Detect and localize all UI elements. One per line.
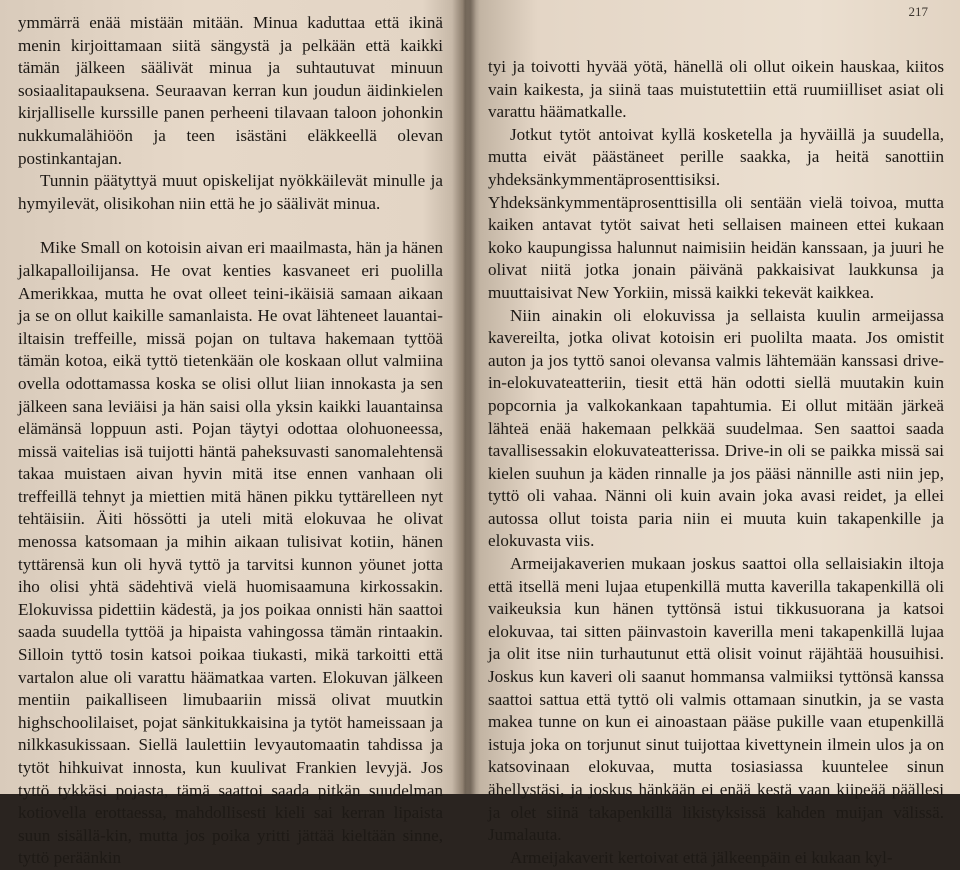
left-page <box>0 0 462 868</box>
paragraph: Jotkut tytöt antoivat kyllä kosketella ja hyväillä ja suudella, mutta eivät päästäneet perille saakka, ja heitä sanottiin yhdeksänkymmentäprosenttisiksi. Yhdeksänkymmentäprosenttisilla oli sentään vielä toivoa, mutta kaiken antavat tytöt saivat heti sellaisen maineen ettei kukaan koko kaupungissa halunnut naimisiin heidän kanssaan, ja juuri he olivat niitä jotka jonain päivänä pakkaisivat laukkunsa ja muuttaisivat New Yorkiin, missä kaikki tekevät kaikkea. <box>488 124 944 302</box>
paragraph: Tunnin päätyttyä muut opiskelijat nyökkäilevät minulle ja hymyilevät, olisikohan niin että he jo säälivät minua. <box>18 171 443 213</box>
right-page <box>470 0 960 867</box>
paragraph: Niin ainakin oli elokuvissa ja sellaista kuulin armeijassa kavereilta, jotka olivat kotoisin eri puolilta maata. Jos omistit auton ja jos tyttö sanoi olevansa valmis lähtemään kanssasi drive-in-elokuvateatteriin, tiesit että hän odotti siellä muutakin kuin popcornia ja valkokankaan tapahtumia. Ei ollut mitään järkeä lähteä enää hakemaan pelkkää suudelmaa. Sen saattoi saada tavallisessakin elokuvateatterissa. Drive-in oli se paikka missä sai kielen suuhun ja käden rinnalle ja jos pääsi nännille asti niin jep, tyttö oli vahaa. Nänni oli kuin avain joka avasi reidet, ja ellei autossa ollut toista paria niin ei muuta kuin takapenkille ja elokuvasta viis. <box>488 305 944 551</box>
right-page-text <box>488 56 944 869</box>
left-page-text <box>18 12 443 870</box>
paragraph: Armeijakaverit kertoivat että jälkeenpäin ei kukaan kyl- <box>510 847 893 867</box>
paragraph: Armeijakaverien mukaan joskus saattoi olla sellaisiakin iltoja että itsellä meni lujaa etupenkillä mutta kaverilla takapenkillä oli vaikeuksia kun hänen tyttönsä istui tikkusuorana ja katsoi elokuvaa, tai sitten päinvastoin kaverilla meni takapenkillä lujaa ja olit itse niin turhautunut että olisit voinut räjähtää housuihisi. Joskus kun kaveri oli saanut hommansa valmiiksi tyttönsä kanssa saattoi sattua että tyttö oli valmis ottamaan sinutkin, ja se vasta makea tunne on kun ei ainoastaan pääse pukille vaan etupenkillä istuja joka on torjunut sinut tuijottaa kivettynein ilmein ulos ja on katsovinaan elokuvaa, mutta tosiasiassa kuuntelee sinun ähellystäsi, ja joskus hänkään ei enää kestä vaan kiipeää päällesi ja olet siinä takapenkillä likistyksissä kahden muijan välissä. Jumalauta. <box>488 554 944 845</box>
paragraph: ymmärrä enää mistään mitään. Minua kaduttaa että ikinä menin kirjoittamaan siitä sängystä ja pelkään että kaikki tämän jälkeen säälivät minua ja suhtautuvat minuun sosiaalitapauksena. Seuraavan kerran kun joudun äidinkielen kirjalliselle kurssille panen perheeni tilavaan taloon johonkin nukkumalähiöön ja teen isästäni eläkkeellä olevan postinkantajan. <box>18 13 443 168</box>
paragraph: Mike Small on kotoisin aivan eri maailmasta, hän ja hänen jalkapalloilijansa. He ovat kenties kasvaneet eri puolilla Amerikkaa, mutta he ovat olleet teini-ikäisiä samaan aikaan ja se on ollut kaikille samanlaista. He ovat lähteneet lauantai-iltaisin treffeille, missä pojan on tultava hakemaan tyttöä tämän kotoa, eikä tyttö tietenkään ole koskaan ollut valmiina ovella odottamassa koska se olisi ollut liian innokasta ja sen jälkeen sana leviäisi ja hän saisi olla yksin kaikki lauantainsa elämänsä loppuun asti. Pojan täytyi odottaa olohuoneessa, missä vaitelias isä tuijotti häntä paheksuvasti sanomalehtensä takaa muistaen aivan hyvin mitä itse ennen vanhaan oli treffeillä tehnyt ja miettien mitä hänen pikku tyttärelleen nyt tehtäisiin. Äiti hössötti ja uteli mitä elokuvaa he olivat menossa katsomaan ja mihin aikaan tulisivat kotiin, hänen tyttärensä kun oli hyvä tyttö ja tarvitsi kunnon yöunet jotta iho olisi yhtä sädehtivä vielä huomisaamuna kirkossakin. Elokuvissa pidettiin kädestä, ja jos poikaa onnisti hän saattoi saada suudella tyttöä ja hipaista vahingossa tämän rintaakin. Silloin tyttö tosin katsoi poikaa tiukasti, mikä tarkoitti että vartalon alue oli varattu häämatkaa varten. Elokuvan jälkeen mentiin paikalliseen limubaariin missä olivat muutkin highschoolilaiset, pojat sänkitukkaisina ja tytöt hameissaan ja nilkkasukissaan. Siellä laulettiin levyautomaatin tahdissa ja tytöt hihkuivat innosta, kun kuulivat Frankien levyjä. Jos tyttö tykkäsi pojasta, tämä saattoi saada pitkän suudelman kotiovella erottaessa, mahdollisesti kieli sai kerran lipaista suun sisällä-kin, mutta jos poika yritti jättää kieltään sinne, tyttö peräänkin <box>18 238 443 868</box>
paragraph: tyi ja toivotti hyvää yötä, hänellä oli ollut oikein hauskaa, kiitos vain kaikesta, ja siinä taas muistutettiin että ruumiilliset asiat oli varattu häämatkalle. <box>488 57 944 122</box>
page-number: 217 <box>908 4 928 19</box>
